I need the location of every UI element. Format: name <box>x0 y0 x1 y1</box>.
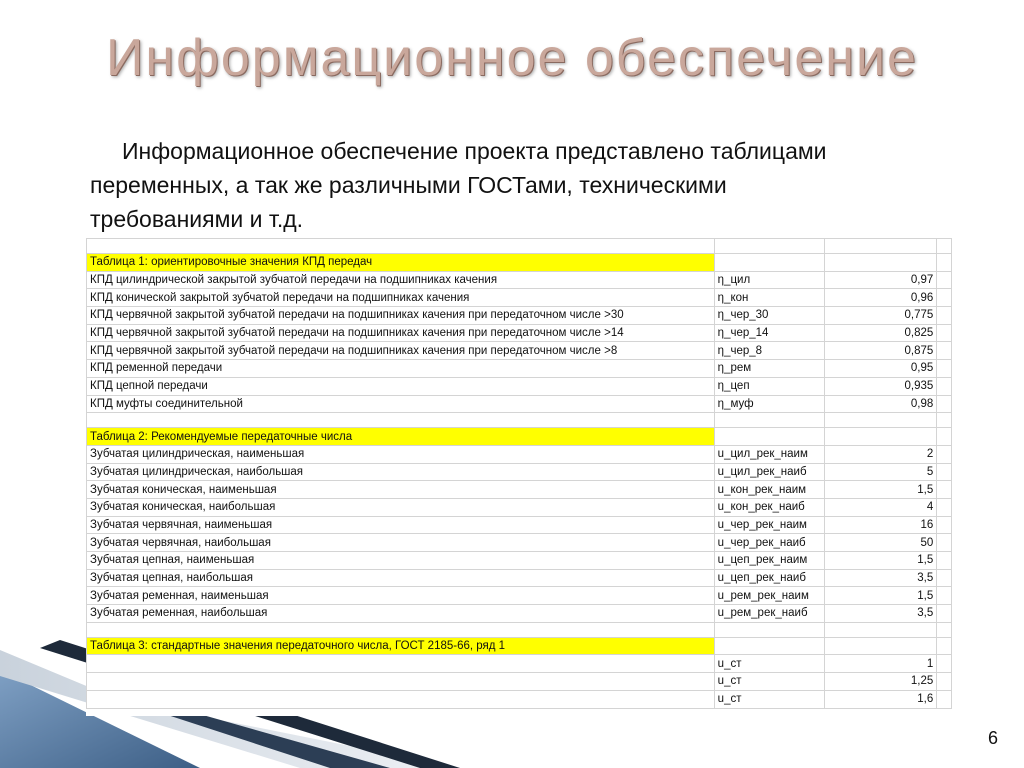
empty-cell <box>937 360 952 378</box>
empty-cell <box>714 413 825 428</box>
row-value: 1,6 <box>825 690 937 708</box>
table3-title: Таблица 3: стандартные значения передаточного числа, ГОСТ 2185-66, ряд 1 <box>87 637 715 655</box>
empty-cell <box>937 377 952 395</box>
row-value: 3,5 <box>825 569 937 587</box>
row-label: КПД червячной закрытой зубчатой передачи на подшипниках качения при передаточном числе >30 <box>87 307 715 325</box>
row-value: 0,935 <box>825 377 937 395</box>
row-value: 0,96 <box>825 289 937 307</box>
empty-cell <box>937 534 952 552</box>
row-variable: u_чер_рек_наим <box>714 516 825 534</box>
table1-title: Таблица 1: ориентировочные значения КПД передач <box>87 254 715 272</box>
empty-cell <box>87 622 715 637</box>
empty-cell <box>87 239 715 254</box>
row-value: 0,95 <box>825 360 937 378</box>
table-row <box>87 377 952 395</box>
row-value: 0,97 <box>825 271 937 289</box>
row-variable: u_чер_рек_наиб <box>714 534 825 552</box>
row-variable: η_цеп <box>714 377 825 395</box>
spacer-row <box>87 239 952 254</box>
empty-cell <box>937 569 952 587</box>
spacer-row <box>87 622 952 637</box>
empty-cell <box>937 254 952 272</box>
empty-cell <box>714 239 825 254</box>
row-value: 0,875 <box>825 342 937 360</box>
row-variable: u_рем_рек_наим <box>714 587 825 605</box>
row-value: 0,775 <box>825 307 937 325</box>
row-label: КПД цепной передачи <box>87 377 715 395</box>
row-label: Зубчатая цепная, наибольшая <box>87 569 715 587</box>
row-label: КПД ременной передачи <box>87 360 715 378</box>
empty-cell <box>937 395 952 413</box>
empty-cell <box>937 637 952 655</box>
empty-cell <box>937 605 952 623</box>
row-variable: u_цил_рек_наиб <box>714 463 825 481</box>
empty-cell <box>937 445 952 463</box>
empty-cell <box>937 622 952 637</box>
row-variable: η_кон <box>714 289 825 307</box>
table-row <box>87 690 952 708</box>
row-variable: u_ст <box>714 655 825 673</box>
row-value: 0,825 <box>825 324 937 342</box>
variables-table <box>86 238 952 709</box>
row-label: Зубчатая коническая, наибольшая <box>87 498 715 516</box>
table-row <box>87 516 952 534</box>
table1-header-row <box>87 254 952 272</box>
empty-cell <box>937 498 952 516</box>
row-value: 16 <box>825 516 937 534</box>
table-row <box>87 534 952 552</box>
empty-cell <box>937 239 952 254</box>
row-variable: η_чер_14 <box>714 324 825 342</box>
row-value: 1 <box>825 655 937 673</box>
table-row <box>87 445 952 463</box>
row-variable: η_рем <box>714 360 825 378</box>
empty-cell <box>825 413 937 428</box>
row-label <box>87 673 715 691</box>
row-value: 1,5 <box>825 552 937 570</box>
row-variable: η_чер_30 <box>714 307 825 325</box>
table-row <box>87 655 952 673</box>
intro-text: Информационное обеспечение проекта представлено таблицами переменных, а так же различными ГОСТами, техническими требованиями и т.д. <box>90 138 827 232</box>
empty-cell <box>825 637 937 655</box>
row-label: КПД цилиндрической закрытой зубчатой передачи на подшипниках качения <box>87 271 715 289</box>
row-label: КПД конической закрытой зубчатой передачи на подшипниках качения <box>87 289 715 307</box>
row-label <box>87 655 715 673</box>
row-variable: η_цил <box>714 271 825 289</box>
table-row <box>87 673 952 691</box>
row-value: 3,5 <box>825 605 937 623</box>
row-label: КПД муфты соединительной <box>87 395 715 413</box>
row-label: Зубчатая ременная, наименьшая <box>87 587 715 605</box>
table-row <box>87 289 952 307</box>
table-row <box>87 552 952 570</box>
table-row <box>87 395 952 413</box>
empty-cell <box>937 428 952 446</box>
table-row <box>87 481 952 499</box>
empty-cell <box>714 254 825 272</box>
row-value: 1,5 <box>825 481 937 499</box>
row-variable: u_ст <box>714 673 825 691</box>
empty-cell <box>937 271 952 289</box>
empty-cell <box>825 622 937 637</box>
empty-cell <box>937 552 952 570</box>
row-value: 2 <box>825 445 937 463</box>
row-value: 1,25 <box>825 673 937 691</box>
empty-cell <box>937 587 952 605</box>
empty-cell <box>937 690 952 708</box>
table2-title: Таблица 2: Рекомендуемые передаточные числа <box>87 428 715 446</box>
row-variable: u_кон_рек_наим <box>714 481 825 499</box>
empty-cell <box>937 673 952 691</box>
row-label: Зубчатая ременная, наибольшая <box>87 605 715 623</box>
empty-cell <box>714 637 825 655</box>
row-variable: u_ст <box>714 690 825 708</box>
row-value: 4 <box>825 498 937 516</box>
row-variable: η_чер_8 <box>714 342 825 360</box>
row-variable: u_кон_рек_наиб <box>714 498 825 516</box>
row-label: Зубчатая цилиндрическая, наибольшая <box>87 463 715 481</box>
row-label: Зубчатая цепная, наименьшая <box>87 552 715 570</box>
empty-cell <box>937 516 952 534</box>
table-row <box>87 324 952 342</box>
row-label: Зубчатая червячная, наименьшая <box>87 516 715 534</box>
table-row <box>87 360 952 378</box>
row-variable: u_рем_рек_наиб <box>714 605 825 623</box>
intro-paragraph <box>90 134 870 236</box>
row-value: 1,5 <box>825 587 937 605</box>
row-variable: u_цеп_рек_наиб <box>714 569 825 587</box>
spacer-row <box>87 413 952 428</box>
row-value: 50 <box>825 534 937 552</box>
row-label: Зубчатая цилиндрическая, наименьшая <box>87 445 715 463</box>
slide-title: Информационное обеспечение <box>106 29 918 87</box>
table-row <box>87 342 952 360</box>
empty-cell <box>937 413 952 428</box>
row-label: Зубчатая коническая, наименьшая <box>87 481 715 499</box>
row-label: Зубчатая червячная, наибольшая <box>87 534 715 552</box>
row-variable: u_цеп_рек_наим <box>714 552 825 570</box>
empty-cell <box>87 413 715 428</box>
empty-cell <box>825 239 937 254</box>
table-row <box>87 498 952 516</box>
empty-cell <box>937 289 952 307</box>
empty-cell <box>937 463 952 481</box>
row-value: 5 <box>825 463 937 481</box>
empty-cell <box>937 481 952 499</box>
row-variable: η_муф <box>714 395 825 413</box>
row-variable: u_цил_рек_наим <box>714 445 825 463</box>
empty-cell <box>937 307 952 325</box>
row-label: КПД червячной закрытой зубчатой передачи на подшипниках качения при передаточном числе >8 <box>87 342 715 360</box>
table-row <box>87 307 952 325</box>
empty-cell <box>937 655 952 673</box>
table3-header-row <box>87 637 952 655</box>
empty-cell <box>937 324 952 342</box>
empty-cell <box>937 342 952 360</box>
empty-cell <box>714 622 825 637</box>
page-number: 6 <box>987 728 998 748</box>
row-label <box>87 690 715 708</box>
table-row <box>87 605 952 623</box>
table-row <box>87 463 952 481</box>
empty-cell <box>825 428 937 446</box>
empty-cell <box>825 254 937 272</box>
table-row <box>87 271 952 289</box>
spreadsheet-image <box>86 238 952 716</box>
empty-cell <box>714 428 825 446</box>
row-value: 0,98 <box>825 395 937 413</box>
row-label: КПД червячной закрытой зубчатой передачи на подшипниках качения при передаточном числе >14 <box>87 324 715 342</box>
table2-header-row <box>87 428 952 446</box>
table-row <box>87 587 952 605</box>
table-row <box>87 569 952 587</box>
